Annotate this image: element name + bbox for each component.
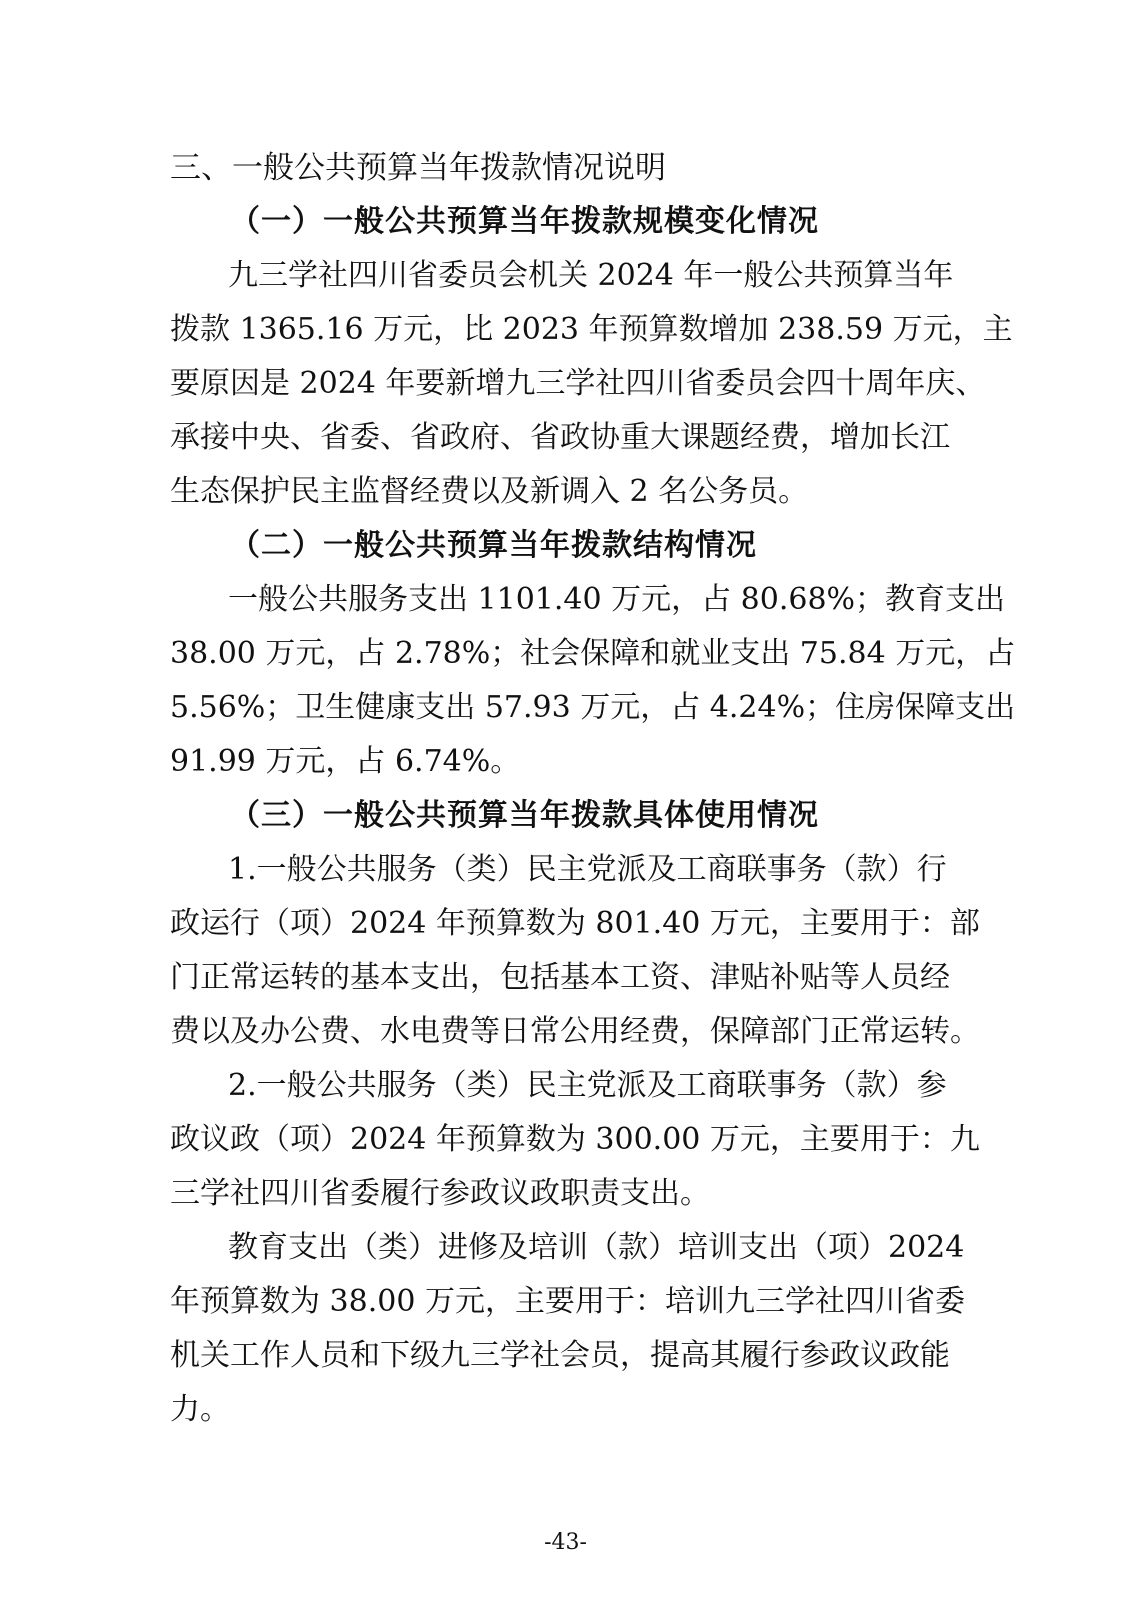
subsection-heading-2: （二）一般公共预算当年拨款结构情况 (230, 528, 757, 563)
paragraph-line: 拨款 1365.16 万元，比 2023 年预算数增加 238.59 万元，主 (170, 312, 1013, 347)
page-number: -43- (544, 1530, 587, 1555)
paragraph-line: 九三学社四川省委员会机关 2024 年一般公共预算当年 (228, 258, 954, 293)
paragraph-line: 三学社四川省委履行参政议政职责支出。 (170, 1176, 710, 1211)
paragraph-line: 91.99 万元，占 6.74%。 (170, 744, 521, 779)
paragraph-line: 力。 (170, 1392, 230, 1427)
paragraph-line: 生态保护民主监督经费以及新调入 2 名公务员。 (170, 474, 809, 509)
paragraph-line: 2.一般公共服务（类）民主党派及工商联事务（款）参 (228, 1068, 947, 1103)
paragraph-line: 门正常运转的基本支出，包括基本工资、津贴补贴等人员经 (170, 960, 950, 995)
paragraph-line: 教育支出（类）进修及培训（款）培训支出（项）2024 (228, 1230, 965, 1265)
paragraph-line: 承接中央、省委、省政府、省政协重大课题经费，增加长江 (170, 420, 950, 455)
paragraph-line: 费以及办公费、水电费等日常公用经费，保障部门正常运转。 (170, 1014, 980, 1049)
paragraph-line: 1.一般公共服务（类）民主党派及工商联事务（款）行 (228, 852, 947, 887)
paragraph-line: 一般公共服务支出 1101.40 万元，占 80.68%；教育支出 (228, 582, 1006, 617)
section-title: 三、一般公共预算当年拨款情况说明 (170, 150, 666, 186)
paragraph-line: 机关工作人员和下级九三学社会员，提高其履行参政议政能 (170, 1338, 950, 1373)
paragraph-line: 38.00 万元，占 2.78%；社会保障和就业支出 75.84 万元，占 (170, 636, 1016, 671)
subsection-heading-1: （一）一般公共预算当年拨款规模变化情况 (230, 204, 819, 239)
paragraph-line: 年预算数为 38.00 万元，主要用于：培训九三学社四川省委 (170, 1284, 965, 1319)
subsection-heading-3: （三）一般公共预算当年拨款具体使用情况 (230, 798, 819, 833)
paragraph-line: 要原因是 2024 年要新增九三学社四川省委员会四十周年庆、 (170, 366, 986, 401)
paragraph-line: 政议政（项）2024 年预算数为 300.00 万元，主要用于：九 (170, 1122, 980, 1157)
paragraph-line: 政运行（项）2024 年预算数为 801.40 万元，主要用于：部 (170, 906, 980, 941)
paragraph-line: 5.56%；卫生健康支出 57.93 万元，占 4.24%；住房保障支出 (170, 690, 1016, 725)
